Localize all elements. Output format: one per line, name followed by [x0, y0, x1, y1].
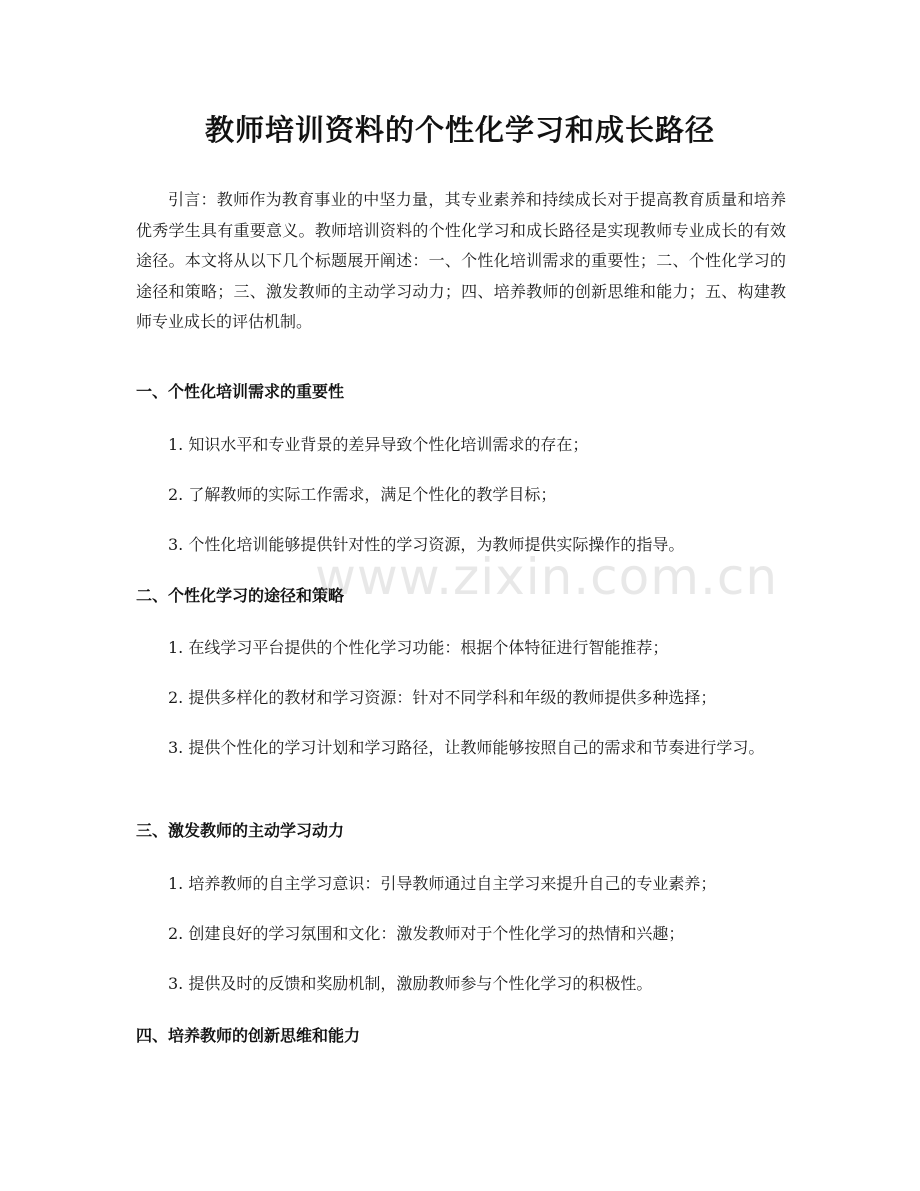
watermark: www.zixin.com.cn	[315, 548, 779, 606]
list-item: 3. 提供个性化的学习计划和学习路径，让教师能够按照自己的需求和节奏进行学习。	[168, 738, 765, 757]
list-item: 1. 在线学习平台提供的个性化学习功能：根据个体特征进行智能推荐；	[168, 638, 669, 657]
section-heading-1: 一、个性化培训需求的重要性	[136, 382, 345, 401]
list-item: 2. 了解教师的实际工作需求，满足个性化的教学目标；	[168, 485, 557, 504]
list-item: 1. 培养教师的自主学习意识：引导教师通过自主学习来提升自己的专业素养；	[168, 874, 717, 893]
list-item: 3. 个性化培训能够提供针对性的学习资源，为教师提供实际操作的指导。	[168, 535, 685, 554]
document-title: 教师培训资料的个性化学习和成长路径	[204, 113, 715, 147]
intro-paragraph: 引言：教师作为教育事业的中坚力量，其专业素养和持续成长对于提高教育质量和培养优秀学生具有重要意义。教师培训资料的个性化学习和成长路径是实现教师专业成长的有效途径。本文将从以下几个标题展开阐述：一、个性化培训需求的重要性；二、个性化学习的途径和策略；三、激发教师的主动学习动力；四、培养教师的创新思维和能力；五、构建教师专业成长的评估机制。	[136, 190, 786, 331]
section-heading-3: 三、激发教师的主动学习动力	[136, 821, 345, 840]
list-item: 1. 知识水平和专业背景的差异导致个性化培训需求的存在；	[168, 435, 589, 454]
list-item: 2. 提供多样化的教材和学习资源：针对不同学科和年级的教师提供多种选择；	[168, 688, 717, 707]
section-heading-2: 二、个性化学习的途径和策略	[136, 586, 345, 605]
list-item: 2. 创建良好的学习氛围和文化：激发教师对于个性化学习的热情和兴趣；	[168, 924, 685, 943]
list-item: 3. 提供及时的反馈和奖励机制，激励教师参与个性化学习的积极性。	[168, 974, 653, 993]
section-heading-4: 四、培养教师的创新思维和能力	[136, 1026, 361, 1045]
